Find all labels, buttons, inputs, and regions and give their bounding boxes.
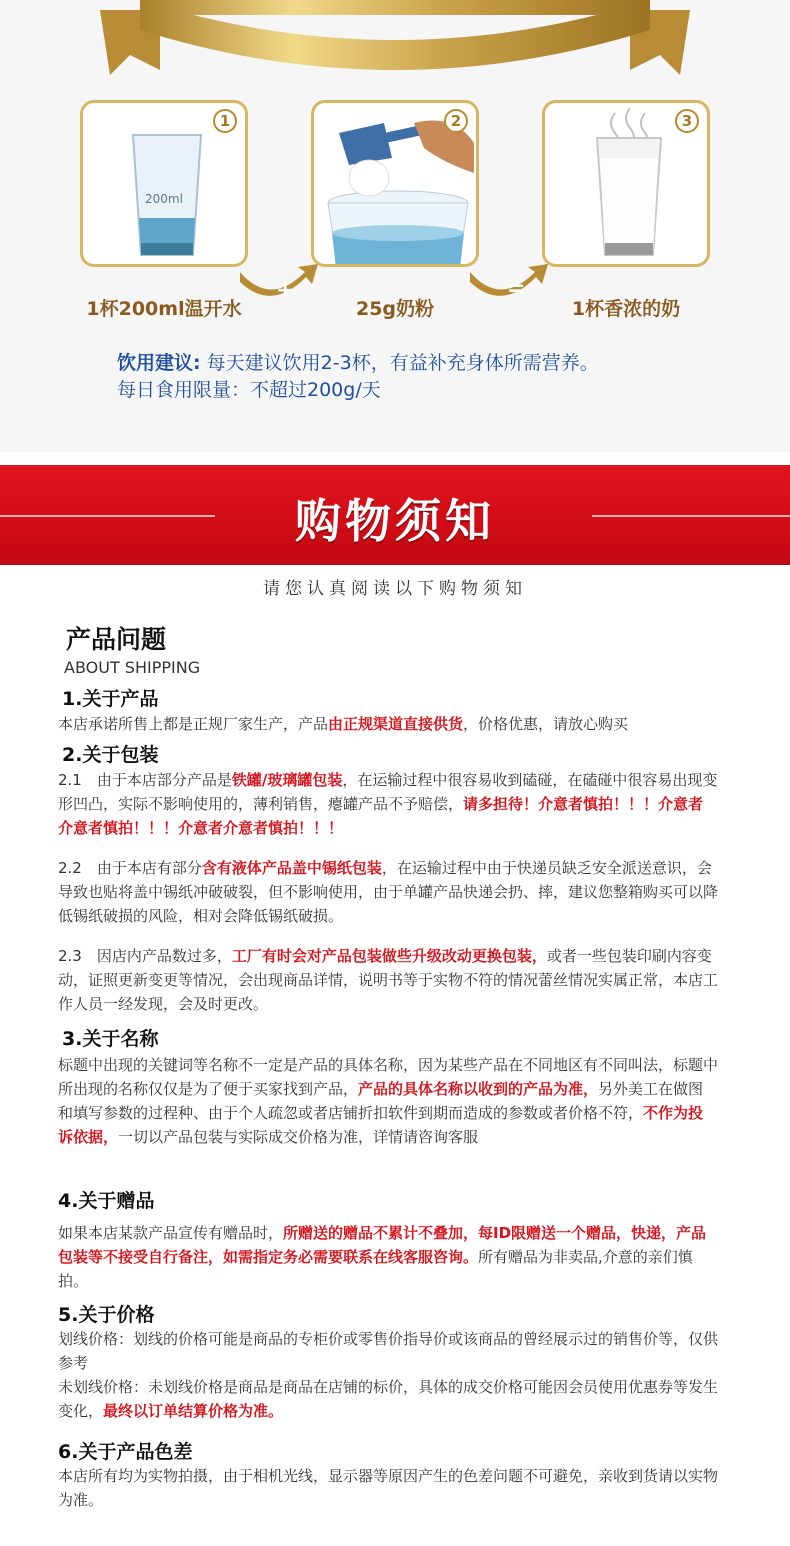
section-color-difference (58, 1437, 718, 1512)
advice-label: 饮用建议: (117, 352, 201, 374)
section-title: 4.关于赠品 (58, 1190, 155, 1212)
section-packaging (58, 740, 718, 1016)
advice-text: 每天建议饮用2-3杯，有益补充身体所需营养。 (206, 352, 599, 374)
shopping-notice-banner (0, 465, 790, 565)
step-2-caption: 25g奶粉 (355, 298, 435, 320)
section-gifts (58, 1186, 718, 1293)
section-title: 2.关于包装 (62, 744, 159, 766)
daily-limit: 每日食用限量：不超过200g/天 (117, 379, 381, 401)
glass-volume-label: 200ml (145, 192, 183, 206)
strikethrough-price-note: 划线价格：划线的价格可能是商品的专柜价或零售价指导价或该商品的曾经展示过的销售价等，仅供参考 (58, 1330, 719, 1372)
step-1-caption: 1杯200ml温开水 (86, 298, 242, 320)
drinking-advice (117, 350, 599, 404)
packaging-item-2-2: 2.2 由于本店有部分含有液体产品盖中锡纸包装，在运输过程中由于快递员缺乏安全派送意识，会导致也贴将盖中锡纸冲破破裂，但不影响使用，由于单罐产品快递会扔、摔，建议您整箱购买可以降低锡纸破损的风险，相对会降低锡纸破损。 (58, 859, 719, 925)
section-price (58, 1300, 718, 1423)
notice-header (58, 620, 718, 677)
packaging-item-2-1: 2.1 由于本店部分产品是铁罐/玻璃罐包装，在运输过程中很容易收到磕碰，在磕碰中很容易出现变形凹凸，实际不影响使用的，薄利销售，瘪罐产品不予赔偿，请多担待！介意者慎拍！！！介意者介意者慎拍！！！介意者介意者慎拍！！！ (58, 771, 718, 837)
notice-title: 产品问题 (66, 625, 167, 654)
notice-subtitle: ABOUT SHIPPING (64, 658, 201, 677)
step-3-caption: 1杯香浓的奶 (571, 298, 681, 320)
section-product (58, 684, 718, 736)
gold-ribbon-banner (100, 0, 690, 80)
packaging-item-2-3: 2.3 因店内产品数过多，工厂有时会对产品包装做些升级改动更换包装，或者一些包装印刷内容变动，证照更新变更等情况，会出现商品详情，说明书等于实物不符的情况蕾丝情况实属正常，本店工作人员一经发现，会及时更改。 (58, 947, 719, 1013)
section-body: 本店承诺所售上都是正规厂家生产，产品由正规渠道直接供货，价格优惠，请放心购买 (58, 715, 629, 733)
section-title: 3.关于名称 (62, 1028, 159, 1050)
banner-title: 购物须知 (295, 494, 495, 548)
section-body: 标题中出现的关键词等名称不一定是产品的具体名称，因为某些产品在不同地区有不同叫法，标题中所出现的名称仅仅是为了便于买家找到产品，产品的具体名称以收到的产品为准，另外美工在做图和填写参数的过程种、由于个人疏忽或者店铺折扣软件到期而造成的参数或者价格不符，不作为投诉依据，一切以产品包装与实际成交价格为准，详情请咨询客服 (58, 1056, 719, 1146)
step-number: 3 (675, 109, 699, 133)
section-body: 本店所有均为实物拍摄，由于相机光线，显示器等原因产生的色差问题不可避免，亲收到货请以实物为准。 (58, 1467, 719, 1509)
section-title: 6.关于产品色差 (58, 1441, 193, 1463)
step-number: 2 (444, 109, 468, 133)
read-notice-subtitle: 请您认真阅读以下购物须知 (263, 579, 527, 599)
section-title: 5.关于价格 (58, 1304, 155, 1326)
section-title: 1.关于产品 (62, 688, 159, 710)
section-naming (58, 1024, 718, 1149)
step-3-card (542, 100, 710, 267)
equals-sign: = (507, 276, 526, 301)
step-1-card (80, 100, 248, 267)
unmarked-price-note: 未划线价格：未划线价格是商品是商品在店铺的标价，具体的成交价格可能因会员使用优惠券等发生变化，最终以订单结算价格为准。 (58, 1378, 719, 1420)
plus-sign: + (276, 278, 295, 303)
step-2-card (311, 100, 479, 267)
brewing-method-section (0, 0, 790, 452)
step-number: 1 (213, 109, 237, 133)
section-body: 如果本店某款产品宣传有赠品时，所赠送的赠品不累计不叠加，每ID限赠送一个赠品，快递，产品包装等不接受自行备注，如需指定务必需要联系在线客服咨询。所有赠品为非卖品,介意的亲们慎拍。 (58, 1224, 707, 1290)
